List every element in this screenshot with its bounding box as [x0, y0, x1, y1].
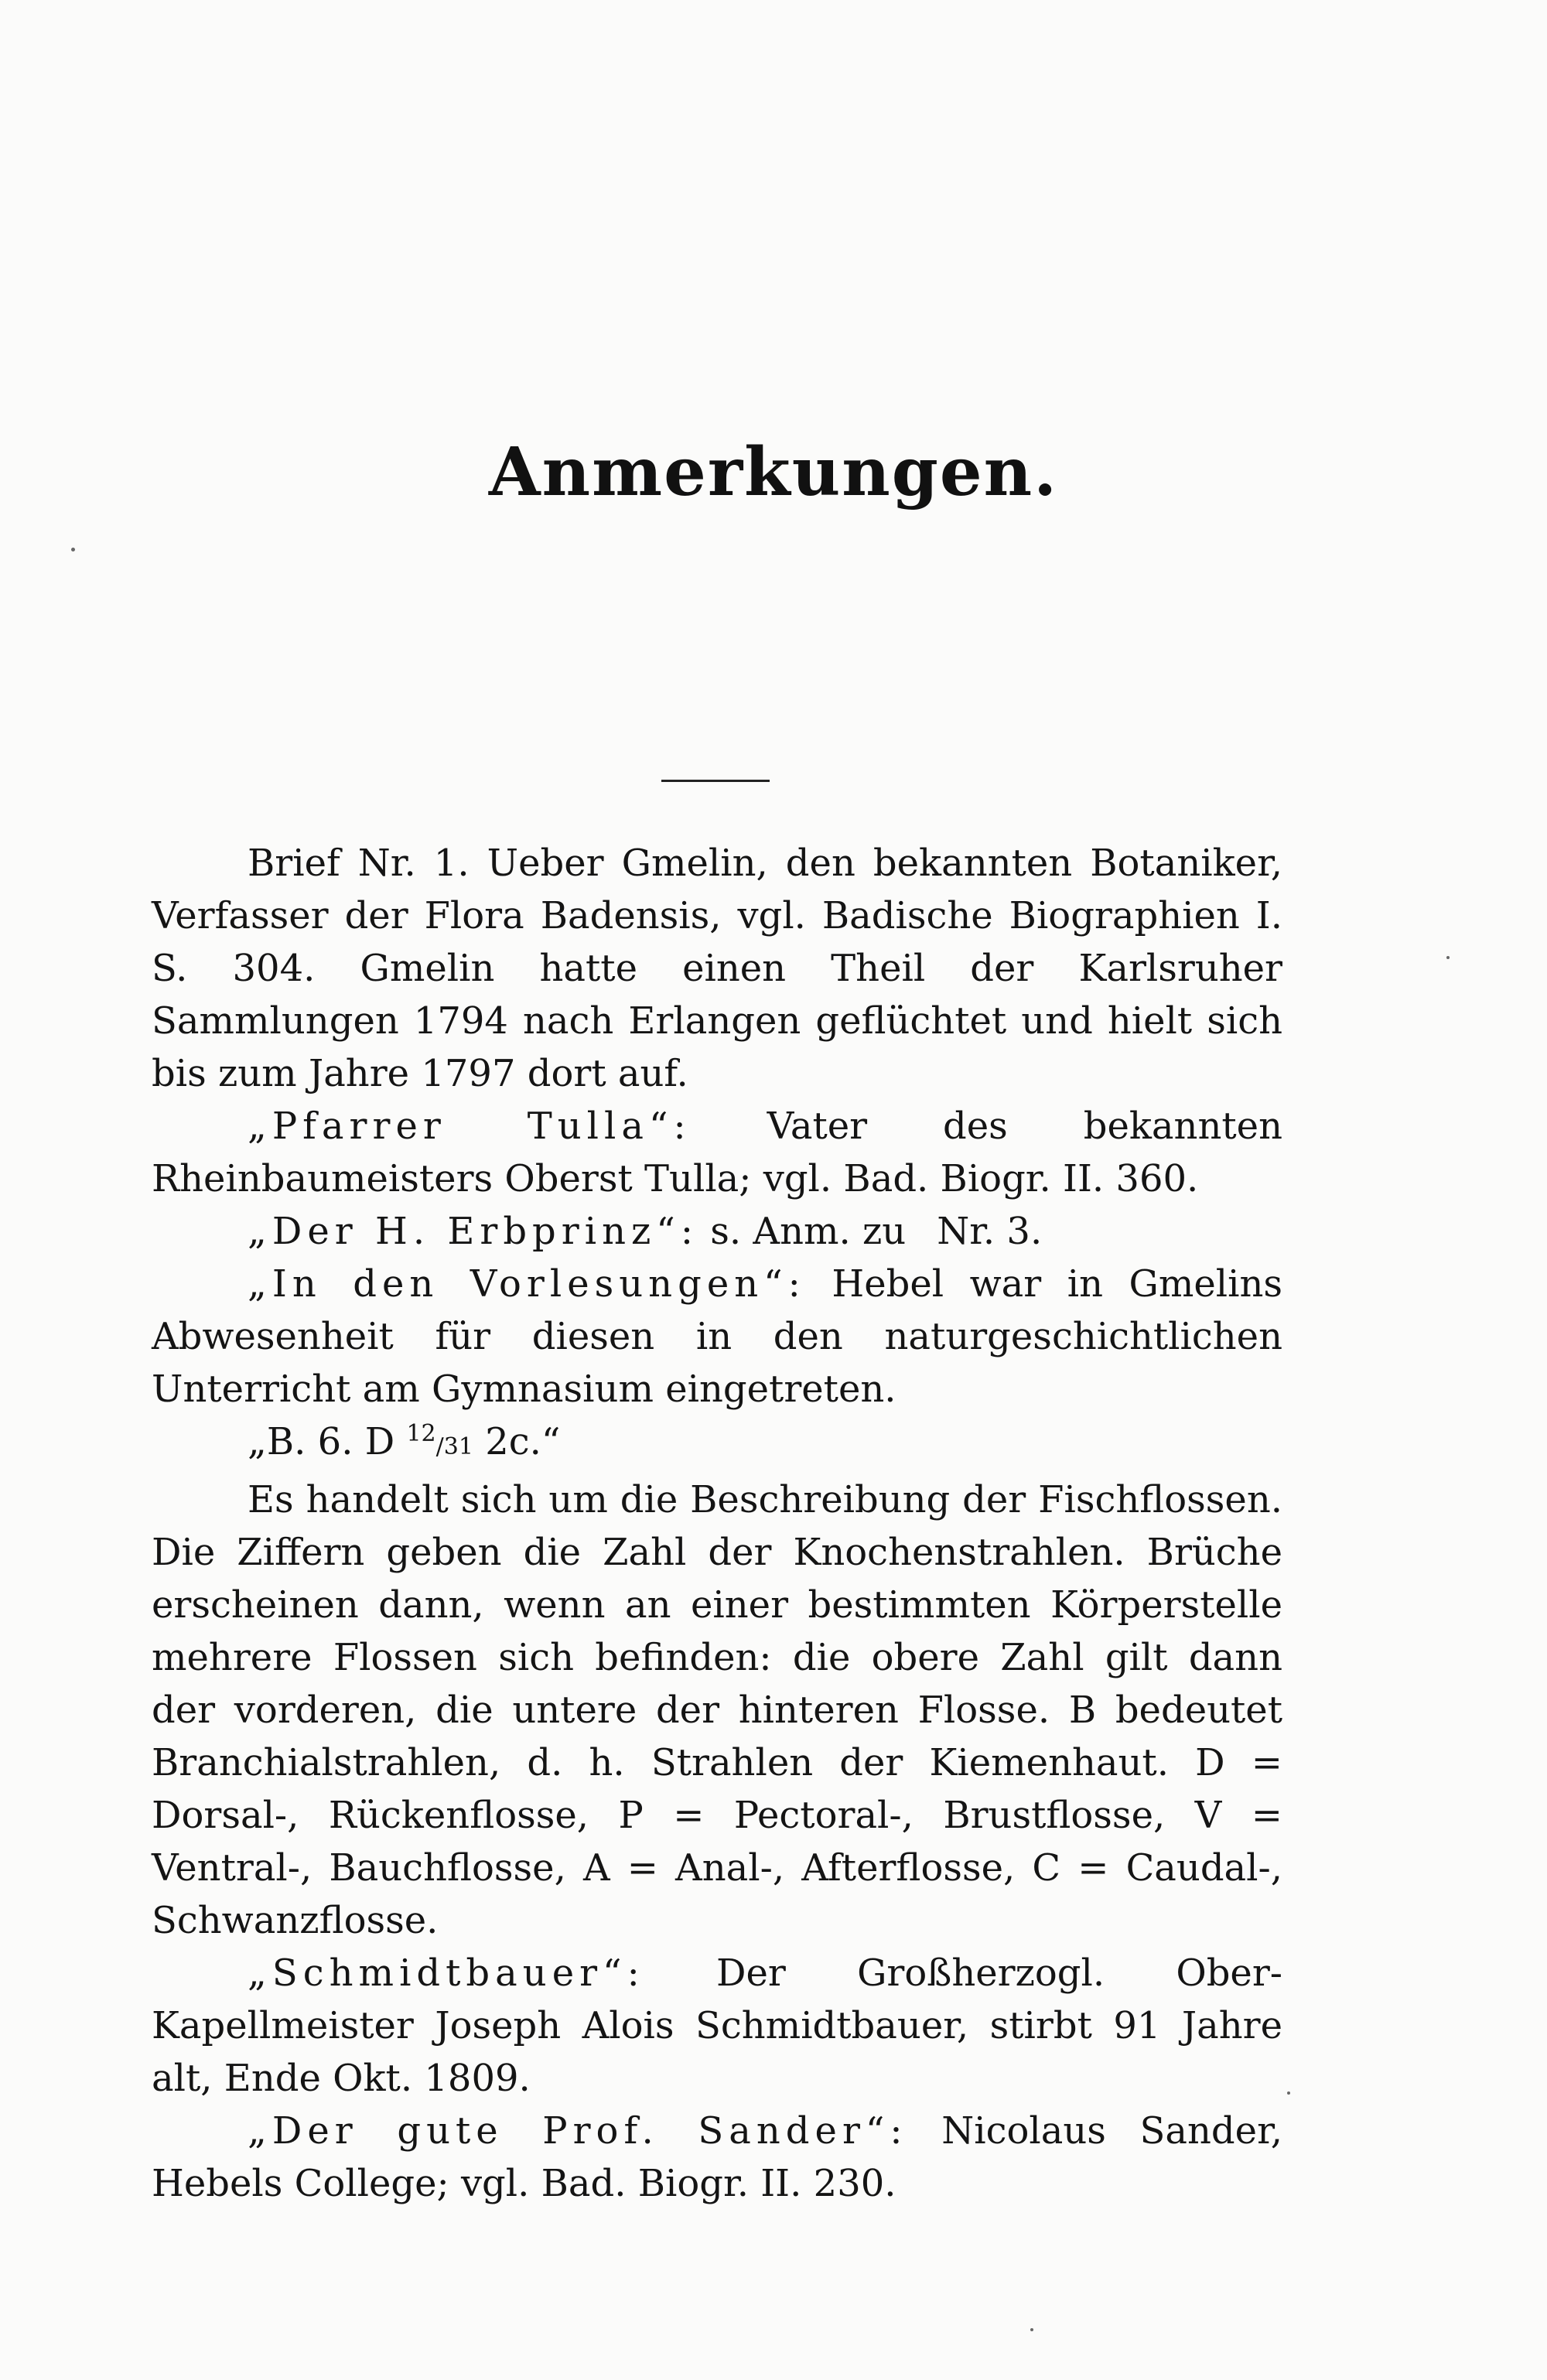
note-reference: Nr. 3. — [937, 1210, 1043, 1253]
note-der-h-erbprinz — [152, 1205, 1282, 1258]
note-lemma: „Schmidtbauer“: — [248, 1951, 645, 1995]
note-text: s. Anm. zu — [710, 1210, 907, 1253]
note-schmidtbauer — [152, 1947, 1282, 2105]
paper-speck — [1030, 2328, 1033, 2331]
note-text: Nicolaus Sander, Hebels College; vgl. Bad. Biogr. II. 230. — [152, 2109, 1282, 2205]
note-lemma: „Der gute Prof. Sander“: — [248, 2109, 908, 2153]
note-text: Vater des bekannten Rheinbaumeisters Oberst Tulla; vgl. Bad. Biogr. II. 360. — [152, 1105, 1282, 1200]
paper-speck — [71, 548, 75, 551]
note-sander — [152, 2105, 1282, 2210]
paper-speck — [1446, 956, 1450, 959]
note-lemma: „In den Vorlesungen“: — [248, 1262, 806, 1306]
note-fischflossen: Es handelt sich um die Beschreibung der Fischflossen. Die Ziffern geben die Zahl der Knochenstrahlen. Brüche erscheinen dann, wenn an einer bestimmten Körperstelle mehrere Flossen sich befinden: die obere Zahl gilt dann der vorderen, die untere der hinteren Flosse. B bedeutet Branchialstrahlen, d. h. Strahlen der Kiemenhaut. D = Dorsal-, Rückenflosse, P = Pectoral-, Brustflosse, V = Ventral-, Bauchflosse, A = Anal-, Afterflosse, C = Caudal-, Schwanzflosse. — [152, 1478, 1282, 1942]
formula-numerator: 12 — [406, 1420, 436, 1447]
note-pfarrer-tulla — [152, 1100, 1282, 1205]
notes-body — [152, 837, 1282, 2210]
note-text: Hebel war in Gmelins Abwesenheit für diesen in den naturgeschichtlichen Unterricht am Gymnasium eingetreten. — [152, 1262, 1283, 1411]
formula-denominator: /31 — [435, 1433, 473, 1460]
formula-lead: „B. 6. D — [248, 1420, 395, 1463]
page-title: Anmerkungen. — [488, 433, 1059, 511]
note-in-den-vorlesungen — [152, 1258, 1282, 1415]
paper-speck — [1287, 2091, 1290, 2095]
note-lemma: „Der H. Erbprinz“: — [248, 1210, 698, 1253]
note-text: Der Großherzogl. Ober-Kapellmeister Joseph Alois Schmidtbauer, stirbt 91 Jahre alt, Ende Okt. 1809. — [152, 1951, 1282, 2100]
section-divider — [661, 780, 770, 782]
note-formula — [152, 1415, 1282, 1473]
note-lemma: „Pfarrer Tulla“: — [248, 1105, 692, 1148]
note-brief-nr-1: Brief Nr. 1. Ueber Gmelin, den bekannten Botaniker, Verfasser der Flora Badensis, vgl. Badische Biographien I. S. 304. Gmelin hatte einen Theil der Karlsruher Sammlungen 1794 nach Erlangen geflüchtet und hielt sich bis zum Jahre 1797 dort auf. — [152, 842, 1282, 1095]
formula-tail: 2c.“ — [485, 1420, 561, 1463]
